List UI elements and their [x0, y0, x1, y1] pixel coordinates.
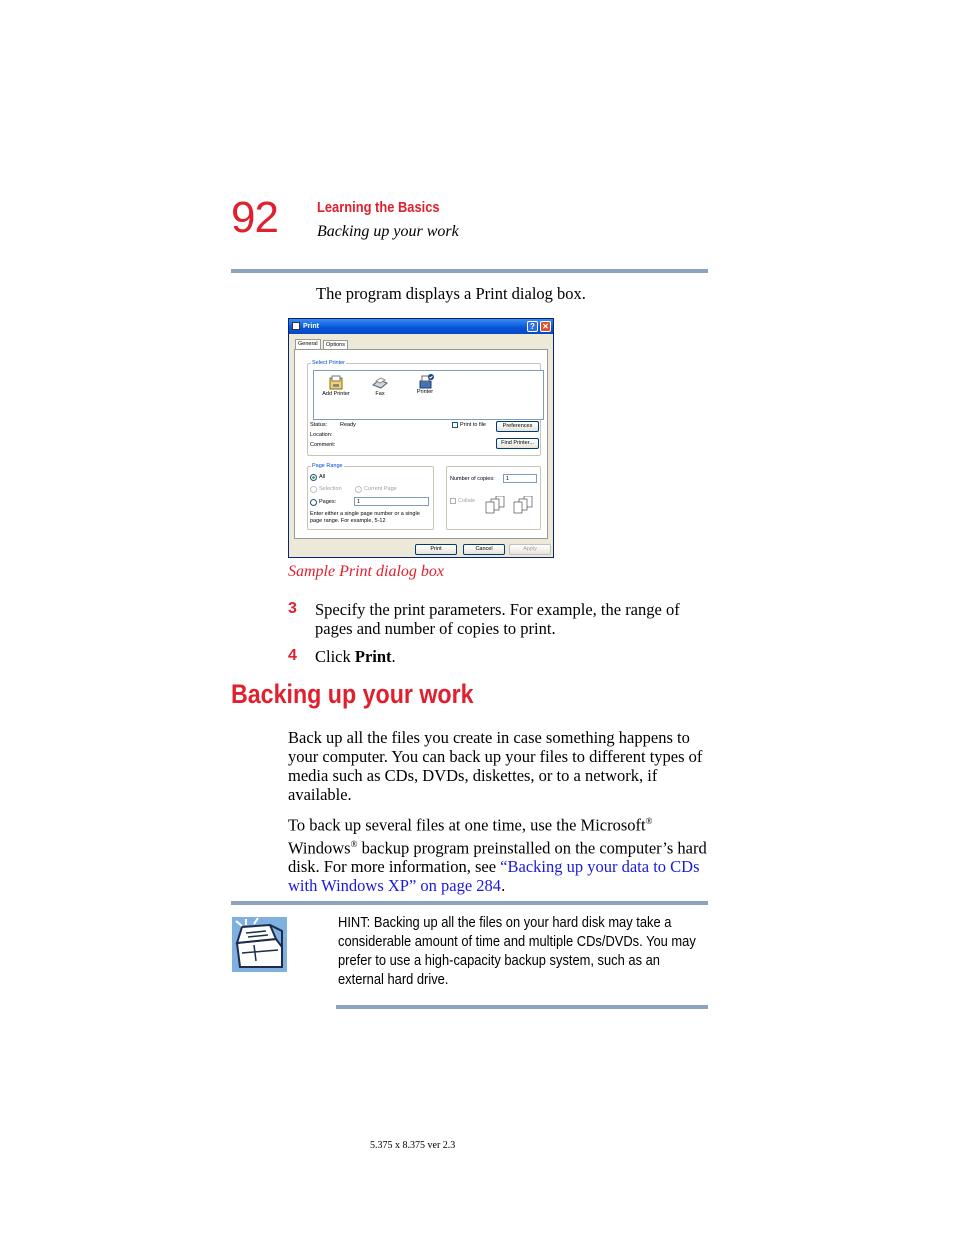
registered-mark: ® [645, 816, 653, 826]
close-button[interactable]: ✕ [540, 321, 551, 332]
running-section-title: Backing up your work [317, 223, 459, 240]
cancel-button[interactable]: Cancel [463, 544, 505, 555]
collate-illustration-icon [484, 496, 538, 520]
print-dialog [288, 318, 554, 558]
collate-label: Collate [458, 498, 476, 504]
pages-radio[interactable] [310, 499, 317, 506]
status-value: Ready [340, 422, 356, 428]
comment-label: Comment: [310, 442, 336, 448]
step-text-bold: Print [354, 647, 392, 666]
registered-mark: ® [350, 838, 358, 849]
print-window-icon [292, 322, 300, 330]
printer-item-label: Printer [416, 389, 434, 395]
select-printer-group [307, 360, 541, 456]
paragraph-text: . [501, 876, 506, 895]
printer-item-printer[interactable] [407, 373, 443, 395]
body-paragraph [288, 812, 708, 895]
print-button[interactable]: Print [415, 544, 457, 555]
printer-item-label: Add Printer [322, 391, 350, 397]
selection-label: Selection [319, 486, 342, 492]
select-printer-label: Select Printer [312, 360, 346, 366]
find-printer-button[interactable]: Find Printer... [496, 438, 539, 449]
copies-label: Number of copies: [450, 476, 495, 482]
step-text-suffix: . [391, 647, 396, 666]
dialog-title: Print [303, 323, 319, 330]
range-hint: Enter either a single page number or a single page range. For example, 5-12 [310, 511, 420, 524]
current-page-label: Current Page [364, 486, 397, 492]
footer-note: 5.375 x 8.375 ver 2.3 [370, 1140, 456, 1151]
figure-caption: Sample Print dialog box [288, 563, 444, 580]
status-label: Status: [310, 422, 328, 428]
step-text: Specify the print parameters. For example, the range of pages and number of copies to print. [315, 600, 680, 638]
copies-input[interactable]: 1 [503, 474, 537, 483]
print-to-file-label: Print to file [460, 422, 486, 428]
general-tab-panel [294, 349, 548, 539]
fax-icon [372, 375, 388, 391]
step-text-prefix: Click [315, 647, 355, 666]
paragraph-text: Windows [288, 838, 351, 857]
printer-list[interactable] [313, 370, 544, 420]
apply-button: Apply [509, 544, 551, 555]
header-rule [231, 269, 708, 273]
hint-top-rule [231, 901, 708, 905]
pages-label: Pages: [319, 499, 337, 505]
collate-checkbox [450, 498, 456, 504]
location-label: Location: [310, 432, 333, 438]
selection-radio [310, 486, 317, 493]
page-range-group [307, 463, 434, 530]
pages-input[interactable]: 1 [354, 497, 429, 506]
printer-item-fax[interactable] [362, 375, 398, 397]
section-heading: Backing up your work [231, 679, 474, 709]
current-page-radio [355, 486, 362, 493]
step-number: 3 [288, 600, 297, 617]
step-number: 4 [288, 647, 297, 664]
all-radio[interactable] [310, 474, 317, 481]
printer-icon [417, 373, 433, 389]
chapter-title: Learning the Basics [317, 199, 440, 216]
preferences-button[interactable]: Preferences [496, 421, 539, 432]
add-printer-icon [328, 375, 344, 391]
body-paragraph: Back up all the files you create in case something happens to your computer. You can back up your files to different types of media such as CDs, DVDs, diskettes, or to a network, if available. [288, 728, 703, 804]
copies-group [446, 466, 541, 530]
cross-reference-link[interactable]: “Backing up your data to CDs with Windows XP” on page 284 [288, 857, 700, 895]
hint-text: HINT: Backing up all the files on your hard disk may take a considerable amount of time and multiple CDs/DVDs. You may prefer to use a high-capacity backup system, such as an external hard drive. [338, 914, 696, 988]
page-number: 92 [231, 193, 278, 242]
all-label: All [319, 474, 326, 480]
page-range-label: Page Range [312, 463, 343, 469]
treasure-chest-icon [232, 917, 287, 977]
tab-options[interactable]: Options [323, 340, 348, 350]
paragraph-text: To back up several files at one time, use the Microsoft [288, 815, 646, 835]
intro-text: The program displays a Print dialog box. [316, 284, 586, 303]
print-to-file-checkbox[interactable] [452, 422, 458, 428]
printer-item-add[interactable] [318, 375, 354, 397]
dialog-title-bar [289, 319, 553, 334]
step-text [315, 647, 396, 666]
printer-item-label: Fax [375, 391, 385, 397]
paragraph-text: backup program preinstalled on the computer’s hard disk. For more information, see [288, 838, 707, 876]
help-button[interactable]: ? [527, 321, 538, 332]
hint-bottom-rule [336, 1005, 708, 1009]
tab-general[interactable]: General [295, 339, 321, 350]
